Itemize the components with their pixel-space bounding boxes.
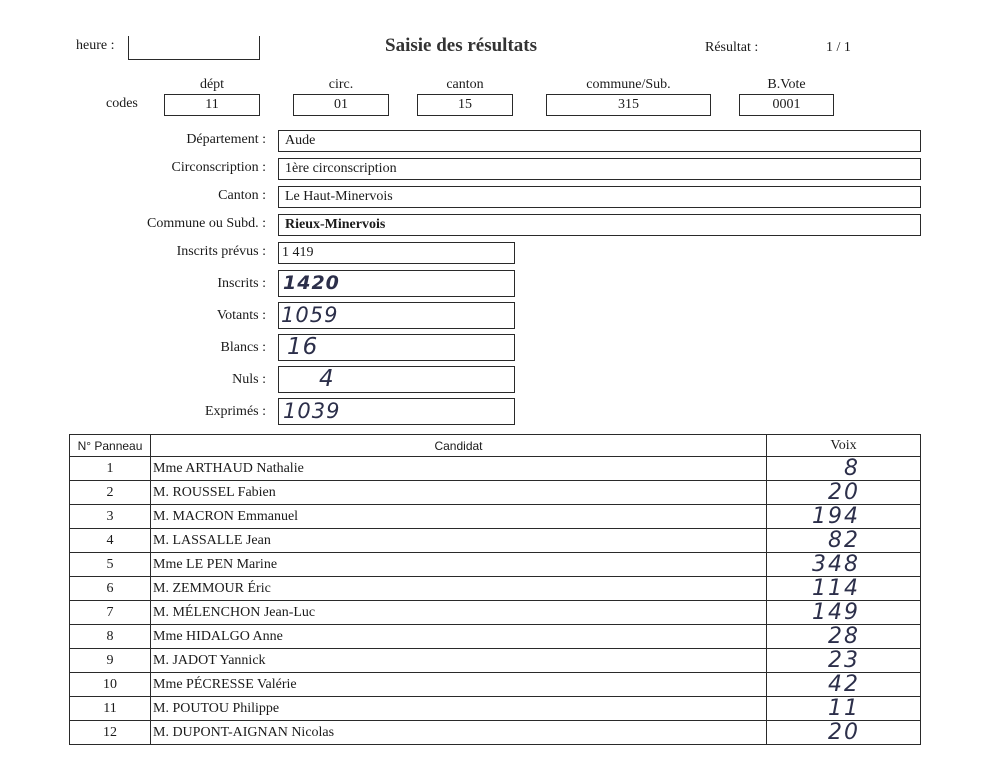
col-header-num: N° Panneau xyxy=(70,435,151,457)
exprimes-value: 1039 xyxy=(283,399,341,423)
canton-label: Canton : xyxy=(218,188,266,203)
votants-value: 1059 xyxy=(281,303,339,327)
voix-cell[interactable]: 8 xyxy=(767,457,921,481)
panneau-number: 4 xyxy=(70,529,151,553)
circonscription-field[interactable]: 1ère circonscription xyxy=(278,158,921,180)
exprimes-label: Exprimés : xyxy=(204,404,266,419)
code-commune-field[interactable]: 315 xyxy=(546,94,711,116)
code-dept-label: dépt xyxy=(199,77,225,92)
table-row xyxy=(70,553,921,577)
nuls-field[interactable] xyxy=(278,366,515,393)
voix-cell[interactable]: 20 xyxy=(767,481,921,505)
voix-cell[interactable]: 194 xyxy=(767,505,921,529)
panneau-number: 8 xyxy=(70,625,151,649)
col-header-candidat: Candidat xyxy=(151,435,767,457)
panneau-number: 2 xyxy=(70,481,151,505)
result-value: 1 / 1 xyxy=(826,40,851,55)
code-bvote-field[interactable]: 0001 xyxy=(739,94,834,116)
candidate-name: Mme ARTHAUD Nathalie xyxy=(151,457,767,481)
table-row xyxy=(70,673,921,697)
candidate-name: M. LASSALLE Jean xyxy=(151,529,767,553)
table-row xyxy=(70,697,921,721)
blancs-value: 16 xyxy=(287,334,319,360)
departement-label: Département : xyxy=(186,132,266,147)
inscrits-prevus-label: Inscrits prévus : xyxy=(176,244,266,259)
inscrits-value: 1420 xyxy=(283,272,340,294)
code-circ-field[interactable]: 01 xyxy=(293,94,389,116)
votants-label: Votants : xyxy=(216,308,266,323)
voix-cell[interactable]: 23 xyxy=(767,649,921,673)
blancs-field[interactable] xyxy=(278,334,515,361)
results-table xyxy=(69,434,921,745)
voix-cell[interactable]: 28 xyxy=(767,625,921,649)
commune-label: Commune ou Subd. : xyxy=(146,216,266,231)
code-canton-label: canton xyxy=(446,77,484,92)
table-row xyxy=(70,625,921,649)
candidate-name: M. MÉLENCHON Jean-Luc xyxy=(151,601,767,625)
candidate-name: Mme LE PEN Marine xyxy=(151,553,767,577)
commune-field[interactable]: Rieux-Minervois xyxy=(278,214,921,236)
nuls-label: Nuls : xyxy=(232,372,266,387)
panneau-number: 7 xyxy=(70,601,151,625)
heure-label: heure : xyxy=(76,38,115,53)
table-header-row xyxy=(70,435,921,457)
voix-cell[interactable]: 42 xyxy=(767,673,921,697)
candidate-name: M. POUTOU Philippe xyxy=(151,697,767,721)
voix-cell[interactable]: 348 xyxy=(767,553,921,577)
panneau-number: 9 xyxy=(70,649,151,673)
candidate-name: M. ROUSSEL Fabien xyxy=(151,481,767,505)
candidate-name: M. MACRON Emmanuel xyxy=(151,505,767,529)
code-commune-label: commune/Sub. xyxy=(586,77,671,92)
blancs-label: Blancs : xyxy=(220,340,266,355)
nuls-value: 4 xyxy=(319,366,335,392)
col-header-voix: Voix xyxy=(767,435,921,457)
panneau-number: 10 xyxy=(70,673,151,697)
voix-cell[interactable]: 114 xyxy=(767,577,921,601)
inscrits-prevus-field[interactable]: 1 419 xyxy=(278,242,515,264)
voix-cell[interactable]: 149 xyxy=(767,601,921,625)
table-row xyxy=(70,529,921,553)
voix-cell[interactable]: 82 xyxy=(767,529,921,553)
page-title: Saisie des résultats xyxy=(385,35,537,56)
panneau-number: 3 xyxy=(70,505,151,529)
voix-cell[interactable]: 11 xyxy=(767,697,921,721)
table-row xyxy=(70,481,921,505)
table-row xyxy=(70,457,921,481)
table-row xyxy=(70,649,921,673)
inscrits-field[interactable] xyxy=(278,270,515,297)
voix-cell[interactable]: 20 xyxy=(767,721,921,745)
candidate-name: Mme HIDALGO Anne xyxy=(151,625,767,649)
table-row xyxy=(70,721,921,745)
table-row xyxy=(70,577,921,601)
exprimes-field[interactable] xyxy=(278,398,515,425)
circonscription-label: Circonscription : xyxy=(171,160,266,175)
heure-field[interactable] xyxy=(128,36,260,60)
panneau-number: 11 xyxy=(70,697,151,721)
panneau-number: 12 xyxy=(70,721,151,745)
codes-row-label: codes xyxy=(106,96,138,111)
votants-field[interactable] xyxy=(278,302,515,329)
code-bvote-label: B.Vote xyxy=(767,77,806,92)
panneau-number: 5 xyxy=(70,553,151,577)
code-circ-label: circ. xyxy=(328,77,354,92)
candidate-name: M. JADOT Yannick xyxy=(151,649,767,673)
panneau-number: 6 xyxy=(70,577,151,601)
candidate-name: M. ZEMMOUR Éric xyxy=(151,577,767,601)
table-row xyxy=(70,505,921,529)
code-dept-field[interactable]: 11 xyxy=(164,94,260,116)
result-label: Résultat : xyxy=(705,40,759,55)
departement-field[interactable]: Aude xyxy=(278,130,921,152)
code-canton-field[interactable]: 15 xyxy=(417,94,513,116)
candidate-name: M. DUPONT-AIGNAN Nicolas xyxy=(151,721,767,745)
panneau-number: 1 xyxy=(70,457,151,481)
table-row xyxy=(70,601,921,625)
candidate-name: Mme PÉCRESSE Valérie xyxy=(151,673,767,697)
canton-field[interactable]: Le Haut-Minervois xyxy=(278,186,921,208)
inscrits-label: Inscrits : xyxy=(217,276,266,291)
